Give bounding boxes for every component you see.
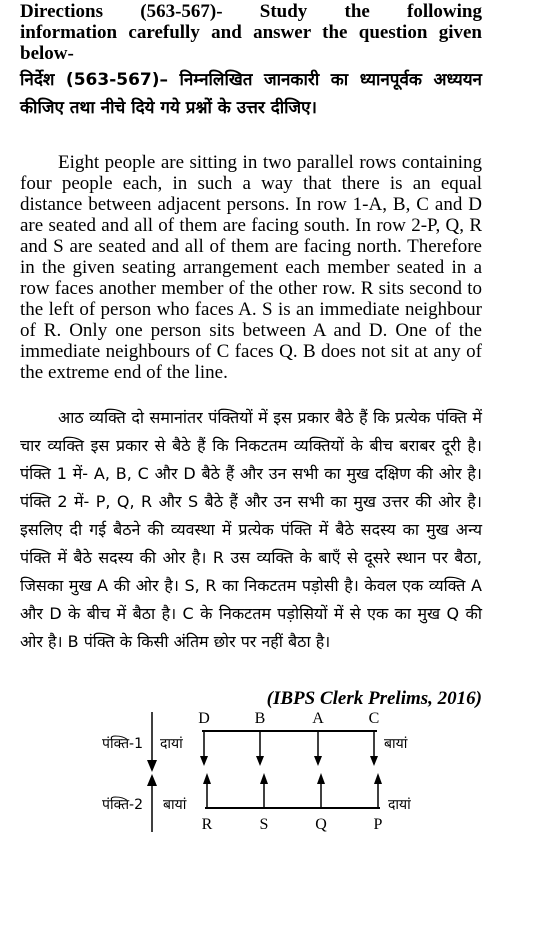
row1-person-d: D	[198, 710, 210, 727]
up-arrow-icon	[203, 773, 211, 784]
row2-people	[202, 773, 383, 833]
directions-hindi	[20, 66, 482, 122]
passage-hindi	[20, 404, 482, 656]
directions-hindi-text: निर्देश (563-567)– निम्नलिखित जानकारी का ध्यानपूर्वक अध्ययन कीजिए तथा नीचे दिये गये प्रश्नों के उत्तर दीजिए।	[20, 70, 482, 118]
up-arrow-icon	[260, 773, 268, 784]
directions-line-1: Directions (563-567)- Study the following	[20, 1, 482, 22]
row2-person-p: P	[373, 816, 383, 833]
passage-hindi-text: आठ व्यक्ति दो समानांतर पंक्तियों में इस प्रकार बैठे हैं कि प्रत्येक पंक्ति में चार व्यक्ति इस प्रकार से बैठे हैं कि निकटतम व्यक्तियों के बीच बराबर दूरी है। पंक्ति 1 में- A, B, C और D बैठे हैं और उन सभी का मुख दक्षिण की ओर है। पंक्ति 2 में- P, Q, R और S बैठे हैं और उन सभी का मुख उत्तर की ओर है। इसलिए दी गई बैठने की व्यवस्था में प्रत्येक पंक्ति में बैठे सदस्य का मुख अन्य पंक्ति में बैठे सदस्य की ओर है। R उस व्यक्ति के बाएँ से दूसरे स्थान पर बैठा, जिसका मुख A की ओर है। S, R का निकटतम पड़ोसी है। केवल एक व्यक्ति A और D के बीच में बैठा है। C के निकटतम पड़ोसियों में से एक का मुख Q की ओर है। B पंक्ति के किसी अंतिम छोर पर नहीं बैठा है।	[20, 408, 482, 651]
row1-label: पंक्ति-1	[102, 736, 144, 752]
down-arrow-icon	[314, 756, 322, 766]
source-text: (IBPS Clerk Prelims, 2016)	[266, 688, 482, 709]
row1-facing-arrowhead-icon	[147, 760, 157, 772]
row1-person-b: B	[254, 710, 266, 727]
up-arrow-icon	[317, 773, 325, 784]
row1-right-word: दायां	[160, 736, 183, 752]
row2-left-word: बायां	[163, 797, 187, 813]
passage-english-text: Eight people are sitting in two parallel rows containing four people each, in such a way that there is an equal distance between adjacent persons. In row 1-A, B, C and D are seated and all of them are facing south. In row 2-P, Q, R and S are seated and all of them are facing north. Therefore in the given seating arrangement each member seated in a row faces another member of the other row. R sits second to the left of person who faces A. S is an immediate neighbour of R. Only one person sits between A and D. One of the immediate neighbours of C faces Q. B does not sit at any of the extreme end of the line.	[20, 152, 482, 383]
row2-right-word: दायां	[388, 797, 411, 813]
down-arrow-icon	[200, 756, 208, 766]
directions-english	[20, 1, 482, 64]
row1-person-a: A	[312, 710, 324, 727]
directions-line-2: information carefully and answer the question given	[20, 22, 482, 43]
passage-english	[20, 152, 482, 383]
down-arrow-icon	[370, 756, 378, 766]
directions-line-3: below-	[20, 43, 74, 64]
row1-left-word: बायां	[384, 736, 408, 752]
row2-person-s: S	[259, 816, 269, 833]
row2-facing-arrowhead-icon	[147, 774, 157, 786]
row2-label: पंक्ति-2	[102, 797, 144, 813]
source-citation	[20, 684, 482, 729]
up-arrow-icon	[374, 773, 382, 784]
down-arrow-icon	[256, 756, 264, 766]
row2-person-q: Q	[315, 816, 327, 833]
row2-person-r: R	[201, 816, 213, 833]
row1-person-c: C	[368, 710, 380, 727]
